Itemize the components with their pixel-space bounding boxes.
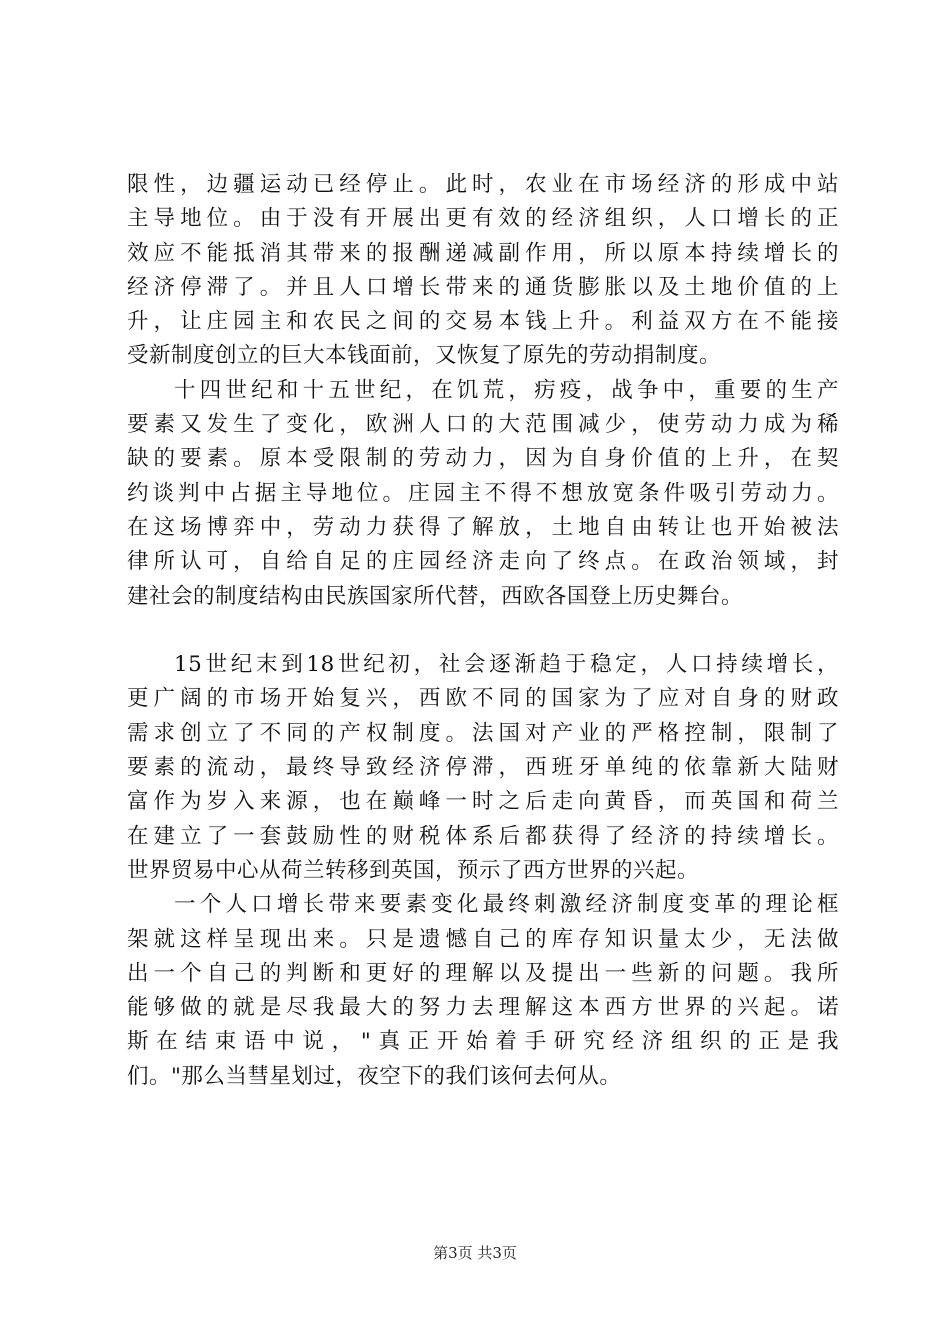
text-line: 们。"那么当彗星划过，夜空下的我们该何去何从。 (127, 1063, 622, 1089)
text-line: 限性，边疆运动已经停止。此时，农业在市场经济的形成中站 (127, 172, 839, 197)
text-line: 富作为岁入来源，也在巅峰一时之后走向黄昏，而英国和荷兰 (127, 789, 839, 815)
text-line: 律所认可，自给自足的庄园经济走向了终点。在政治领域，封 (127, 549, 839, 575)
text-line: 一个人口增长带来要素变化最终刺激经济制度变革的理论框 (174, 892, 839, 918)
paragraph-gap (127, 614, 839, 648)
text-line: 世界贸易中心从荷兰转移到英国，预示了西方世界的兴起。 (127, 857, 700, 883)
text-line: 要素的流动，最终导致经济停滞，西班牙单纯的依靠新大陆财 (127, 755, 839, 781)
text-line: 架就这样呈现出来。只是遗憾自己的库存知识量太少，无法做 (127, 926, 839, 952)
text-line: 建社会的制度结构由民族国家所代替，西欧各国登上历史舞台。 (127, 583, 744, 609)
text-line: 需求创立了不同的产权制度。法国对产业的严格控制，限制了 (127, 720, 839, 746)
document-body (127, 168, 839, 1094)
text-line: 在建立了一套鼓励性的财税体系后都获得了经济的持续增长。 (127, 823, 839, 849)
text-line: 效应不能抵消其带来的报酬递减副作用，所以原本持续增长的 (127, 240, 839, 266)
text-line: 经济停滞了。并且人口增长带来的通货膨胀以及土地价值的上 (127, 274, 839, 300)
text-line: 出一个自己的判断和更好的理解以及提出一些新的问题。我所 (127, 960, 839, 986)
paragraph-3 (127, 648, 839, 888)
paragraph-4 (127, 888, 839, 1094)
text-line: 主导地位。由于没有开展出更有效的经济组织，人口增长的正 (127, 206, 839, 232)
paragraph-2 (127, 374, 839, 614)
text-line: 约谈判中占据主导地位。庄园主不得不想放宽条件吸引劳动力。 (127, 480, 839, 506)
text-line: 能够做的就是尽我最大的努力去理解这本西方世界的兴起。诺 (127, 995, 839, 1021)
text-line: 十四世纪和十五世纪，在饥荒，疠疫，战争中，重要的生产 (174, 377, 839, 403)
text-line: 斯在结束语中说，"真正开始着手研究经济组织的正是我 (127, 1029, 839, 1055)
text-line: 缺的要素。原本受限制的劳动力，因为自身价值的上升，在契 (127, 446, 839, 472)
text-line: 受新制度创立的巨大本钱面前，又恢复了原先的劳动捐制度。 (127, 343, 722, 369)
paragraph-1 (127, 168, 839, 374)
text-line: 要素又发生了变化，欧洲人口的大范围减少，使劳动力成为稀 (127, 412, 839, 438)
text-line: 升，让庄园主和农民之间的交易本钱上升。利益双方在不能接 (127, 309, 839, 335)
text-line: 更广阔的市场开始复兴，西欧不同的国家为了应对自身的财政 (127, 686, 839, 712)
text-line: 15世纪末到18世纪初，社会逐渐趋于稳定，人口持续增长， (174, 652, 839, 678)
text-line: 在这场博弈中，劳动力获得了解放，土地自由转让也开始被法 (127, 514, 839, 540)
page-number-footer: 第3页 共3页 (433, 1244, 517, 1262)
